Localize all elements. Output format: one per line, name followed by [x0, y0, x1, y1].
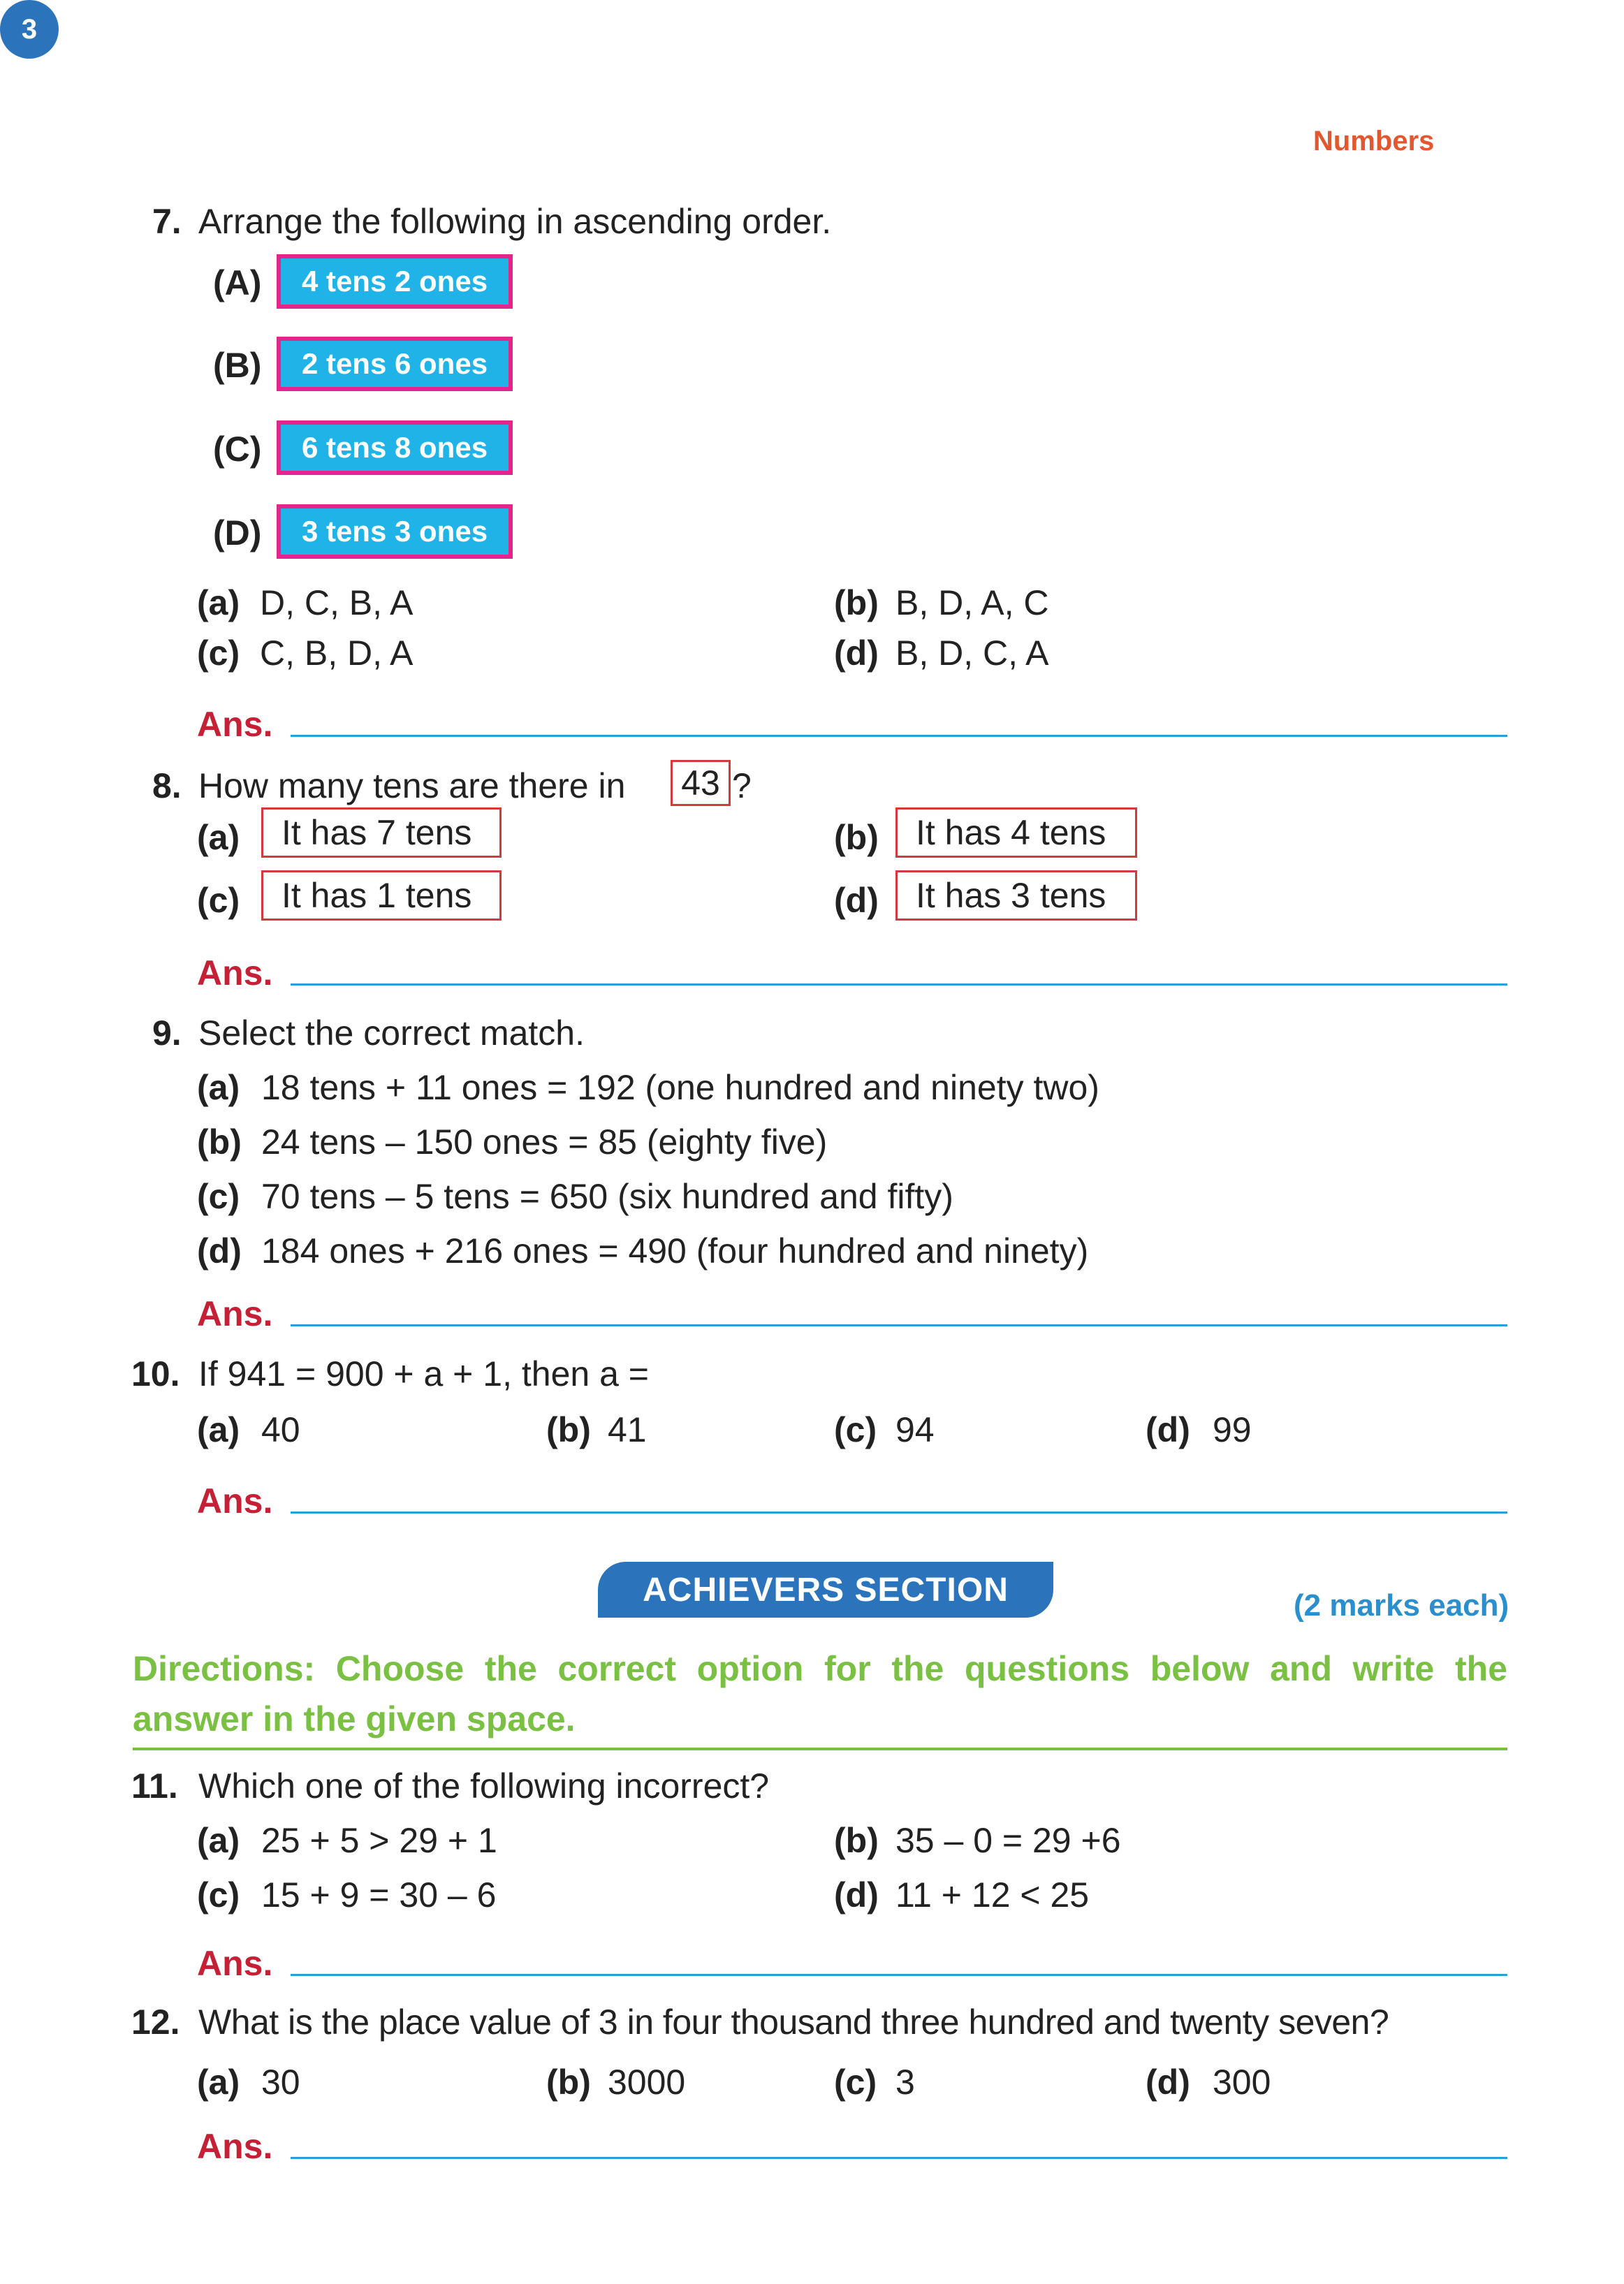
q12-option-text: 30 [261, 2063, 300, 2102]
q8-option-label: (a) [197, 818, 240, 857]
achievers-section-banner: ACHIEVERS SECTION [598, 1562, 1053, 1618]
q7-item-tile: 3 tens 3 ones [277, 504, 513, 559]
q7-number: 7. [152, 202, 182, 241]
q7-option-label: (d) [834, 634, 879, 673]
q10-option-text: 94 [895, 1410, 935, 1449]
q11-option-label: (d) [834, 1875, 879, 1915]
q10-text: If 941 = 900 + a + 1, then a = [198, 1354, 649, 1393]
q12-number: 12. [131, 2003, 180, 2042]
q8-option-box: It has 3 tens [895, 870, 1137, 921]
answer-label: Ans. [197, 2127, 273, 2166]
q7-option-text: D, C, B, A [260, 583, 414, 622]
chapter-title: Numbers [1313, 126, 1435, 156]
answer-label: Ans. [197, 953, 273, 993]
q11-option-label: (b) [834, 1821, 879, 1860]
q9-option-label: (a) [197, 1068, 240, 1107]
answer-label: Ans. [197, 1294, 273, 1333]
q11-option-label: (c) [197, 1875, 240, 1915]
q12-option-label: (d) [1146, 2063, 1190, 2102]
answer-label: Ans. [197, 705, 273, 744]
q8-option-box: It has 4 tens [895, 807, 1137, 858]
q9-option-text: 70 tens – 5 tens = 650 (six hundred and fifty) [261, 1177, 953, 1216]
q12-option-text: 300 [1213, 2063, 1271, 2102]
q7-item-tile: 4 tens 2 ones [277, 254, 513, 309]
q11-number: 11. [131, 1766, 178, 1806]
directions-divider [133, 1748, 1507, 1750]
q11-option-text: 25 + 5 > 29 + 1 [261, 1821, 497, 1860]
q10-number: 10. [131, 1354, 180, 1393]
q8-option-box: It has 7 tens [261, 807, 502, 858]
q12-option-label: (b) [546, 2063, 591, 2102]
q9-text: Select the correct match. [198, 1013, 585, 1053]
q8-option-label: (d) [834, 881, 879, 920]
q9-number: 9. [152, 1013, 182, 1053]
q7-item-label: (B) [213, 346, 262, 385]
page-number-badge: 3 [0, 0, 59, 59]
q9-option-text: 18 tens + 11 ones = 192 (one hundred and ninety two) [261, 1068, 1099, 1107]
q8-number: 8. [152, 766, 182, 805]
q10-option-text: 40 [261, 1410, 300, 1449]
q7-option-text: C, B, D, A [260, 634, 414, 673]
q7-option-label: (c) [197, 634, 240, 673]
q8-option-label: (b) [834, 818, 879, 857]
q10-option-label: (b) [546, 1410, 591, 1449]
q7-option-text: B, D, A, C [895, 583, 1049, 622]
q11-option-text: 11 + 12 < 25 [895, 1875, 1090, 1915]
q11-option-text: 15 + 9 = 30 – 6 [261, 1875, 497, 1915]
q11-option-label: (a) [197, 1821, 240, 1860]
answer-line[interactable] [291, 1324, 1507, 1326]
answer-line[interactable] [291, 1974, 1507, 1976]
q7-item-label: (C) [213, 430, 262, 469]
directions-text: answer in the given space. [133, 1699, 576, 1738]
q7-item-label: (D) [213, 513, 262, 552]
q8-option-label: (c) [197, 881, 240, 920]
answer-line[interactable] [291, 2157, 1507, 2159]
q10-option-text: 41 [608, 1410, 647, 1449]
q7-option-label: (b) [834, 583, 879, 622]
directions-text: Directions: Choose the correct option for the questions below and write the [133, 1649, 1507, 1688]
q12-option-label: (c) [834, 2063, 877, 2102]
q12-text: What is the place value of 3 in four thousand three hundred and twenty seven? [198, 2003, 1389, 2042]
q7-item-tile: 2 tens 6 ones [277, 337, 513, 391]
q7-item-label: (A) [213, 263, 262, 302]
q11-option-text: 35 – 0 = 29 +6 [895, 1821, 1121, 1860]
q9-option-text: 184 ones + 216 ones = 490 (four hundred and ninety) [261, 1231, 1089, 1271]
q7-item-tile: 6 tens 8 ones [277, 420, 513, 475]
q10-option-label: (d) [1146, 1410, 1190, 1449]
q8-question-mark: ? [732, 766, 752, 805]
q7-option-text: B, D, C, A [895, 634, 1049, 673]
q10-option-text: 99 [1213, 1410, 1252, 1449]
q10-option-label: (c) [834, 1410, 877, 1449]
q12-option-text: 3000 [608, 2063, 686, 2102]
q8-option-box: It has 1 tens [261, 870, 502, 921]
q9-option-label: (b) [197, 1122, 242, 1162]
q7-text: Arrange the following in ascending order. [198, 202, 832, 241]
q10-option-label: (a) [197, 1410, 240, 1449]
answer-label: Ans. [197, 1944, 273, 1983]
q11-text: Which one of the following incorrect? [198, 1766, 770, 1806]
q7-option-label: (a) [197, 583, 240, 622]
answer-line[interactable] [291, 1511, 1507, 1514]
q8-boxed-number: 43 [671, 760, 731, 806]
q12-option-text: 3 [895, 2063, 915, 2102]
q12-option-label: (a) [197, 2063, 240, 2102]
q9-option-text: 24 tens – 150 ones = 85 (eighty five) [261, 1122, 828, 1162]
answer-line[interactable] [291, 735, 1507, 737]
q9-option-label: (c) [197, 1177, 240, 1216]
marks-note: (2 marks each) [1294, 1588, 1509, 1623]
answer-line[interactable] [291, 983, 1507, 986]
answer-label: Ans. [197, 1481, 273, 1521]
q8-text: How many tens are there in [198, 766, 626, 805]
q9-option-label: (d) [197, 1231, 242, 1271]
